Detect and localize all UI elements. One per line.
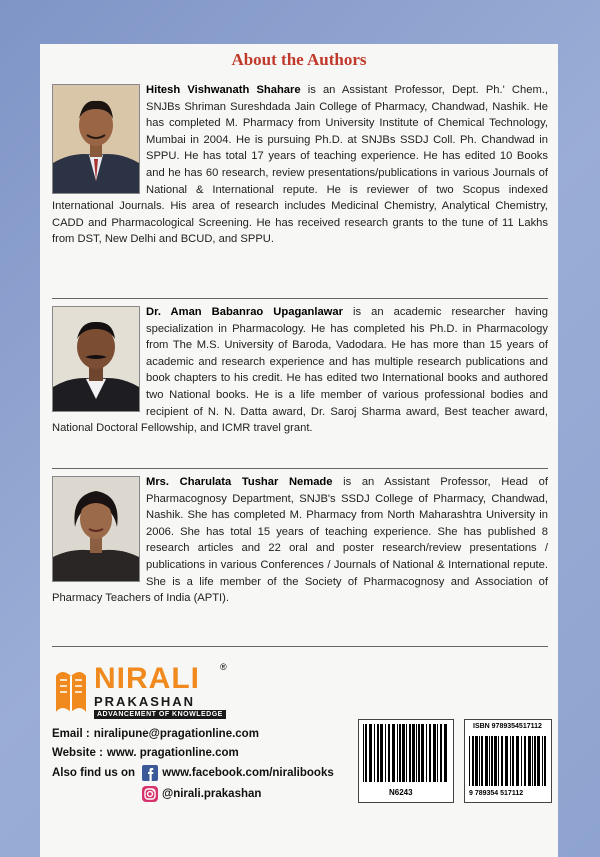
author-photo-3	[52, 476, 140, 582]
section-divider-3	[52, 646, 548, 647]
author-block-1	[52, 82, 548, 248]
author-bio-text-2: is an academic researcher having specialization in Pharmacology. He has completed his Ph.D. in Pharmacology from The M.S. University of Baroda, Vadodara. He has more than 15 years of academic and research experience and has multiple research publications and book chapters to his credit. He has edited two International books and authored two National books. He is a life member of various professional bodies and recipient of N. N. Datta award, Dr. Saroj Sharma award, Best teacher award, National Doctoral Fellowship, and ICMR travel grant.	[52, 306, 548, 435]
website-link[interactable]: www. pragationline.com	[106, 747, 239, 759]
publisher-name: NIRALI	[94, 662, 200, 695]
publisher-logo	[52, 662, 232, 716]
author-block-2	[52, 304, 548, 437]
section-divider-1	[52, 298, 548, 299]
back-cover-sheet	[40, 44, 558, 857]
find-us-label: Also find us on	[52, 767, 136, 780]
instagram-line	[142, 786, 261, 802]
isbn-barcode	[464, 719, 552, 803]
registered-mark: ®	[220, 662, 227, 672]
instagram-link[interactable]: @nirali.prakashan	[162, 788, 262, 801]
publisher-subname: PRAKASHAN	[94, 694, 196, 709]
author-photo-1	[52, 84, 140, 194]
author-name-3: Mrs. Charulata Tushar Nemade	[146, 476, 333, 488]
price-barcode	[358, 719, 454, 803]
author-block-3	[52, 474, 548, 607]
author-name-1: Hitesh Vishwanath Shahare	[146, 84, 301, 96]
instagram-icon	[142, 786, 158, 802]
barcode-bars-1	[359, 720, 453, 786]
author-bio-text-3: is an Assistant Professor, Head of Pharmacognosy Department, SNJB's SSDJ College of Pharmacy, Chandwad, Nashik. She has completed M. Pharmacy from North Maharashtra University in 2006. She has total 15 years of teaching experience. She has published 8 research articles and 22 oral and poster research/review presentations / publications in various Conferences / Journals of National & International repute. She is a life member of the Society of Pharmacognosy and Association of Pharmacy Teachers of India (APTI).	[52, 476, 548, 605]
page-title: About the Authors	[231, 50, 367, 69]
isbn-digits: 9 789354 517112	[469, 790, 524, 797]
barcode-code: N6243	[389, 788, 413, 797]
isbn-label: ISBN 9789354517112	[473, 723, 542, 730]
author-photo-2	[52, 306, 140, 412]
facebook-link[interactable]: www.facebook.com/niralibooks	[162, 767, 334, 780]
publisher-tagline: ADVANCEMENT OF KNOWLEDGE	[94, 710, 226, 719]
author-bio-text-1: is an Assistant Professor, Dept. Ph.' Chem., SNJBs Shriman Sureshdada Jain College of Pharmacy, Chandwad, Nashik. He has completed M. Pharmacy from University Institute of Chemical Technology, Mumbai in 2004. He is pursuing Ph.D. at SNJBs SSDJ Coll. Ph. Chandwad in SPPU. He has total 17 years of teaching experience. He has edited 10 Books and he has 60 research, review presentations/publications in various Journals of National & International repute. He is reviewer of two Scopus indexed International Journals. His area of research includes Medicinal Chemistry, Analytical Chemistry, CADD and Pharmacological Screening. He has received research grants to the tune of 11 Lakhs from DST, New Delhi and BCUD, and SPPU.	[52, 84, 548, 246]
email-label: Email :	[52, 728, 90, 740]
book-logo-icon	[52, 662, 90, 714]
website-line	[52, 747, 239, 759]
facebook-icon	[142, 765, 158, 781]
barcode-bars-2	[465, 732, 551, 790]
facebook-line	[52, 765, 334, 781]
section-divider-2	[52, 468, 548, 469]
email-link[interactable]: niralipune@pragationline.com	[93, 728, 259, 740]
website-label: Website :	[52, 747, 103, 759]
email-line	[52, 728, 259, 740]
author-name-2: Dr. Aman Babanrao Upaganlawar	[146, 306, 343, 318]
